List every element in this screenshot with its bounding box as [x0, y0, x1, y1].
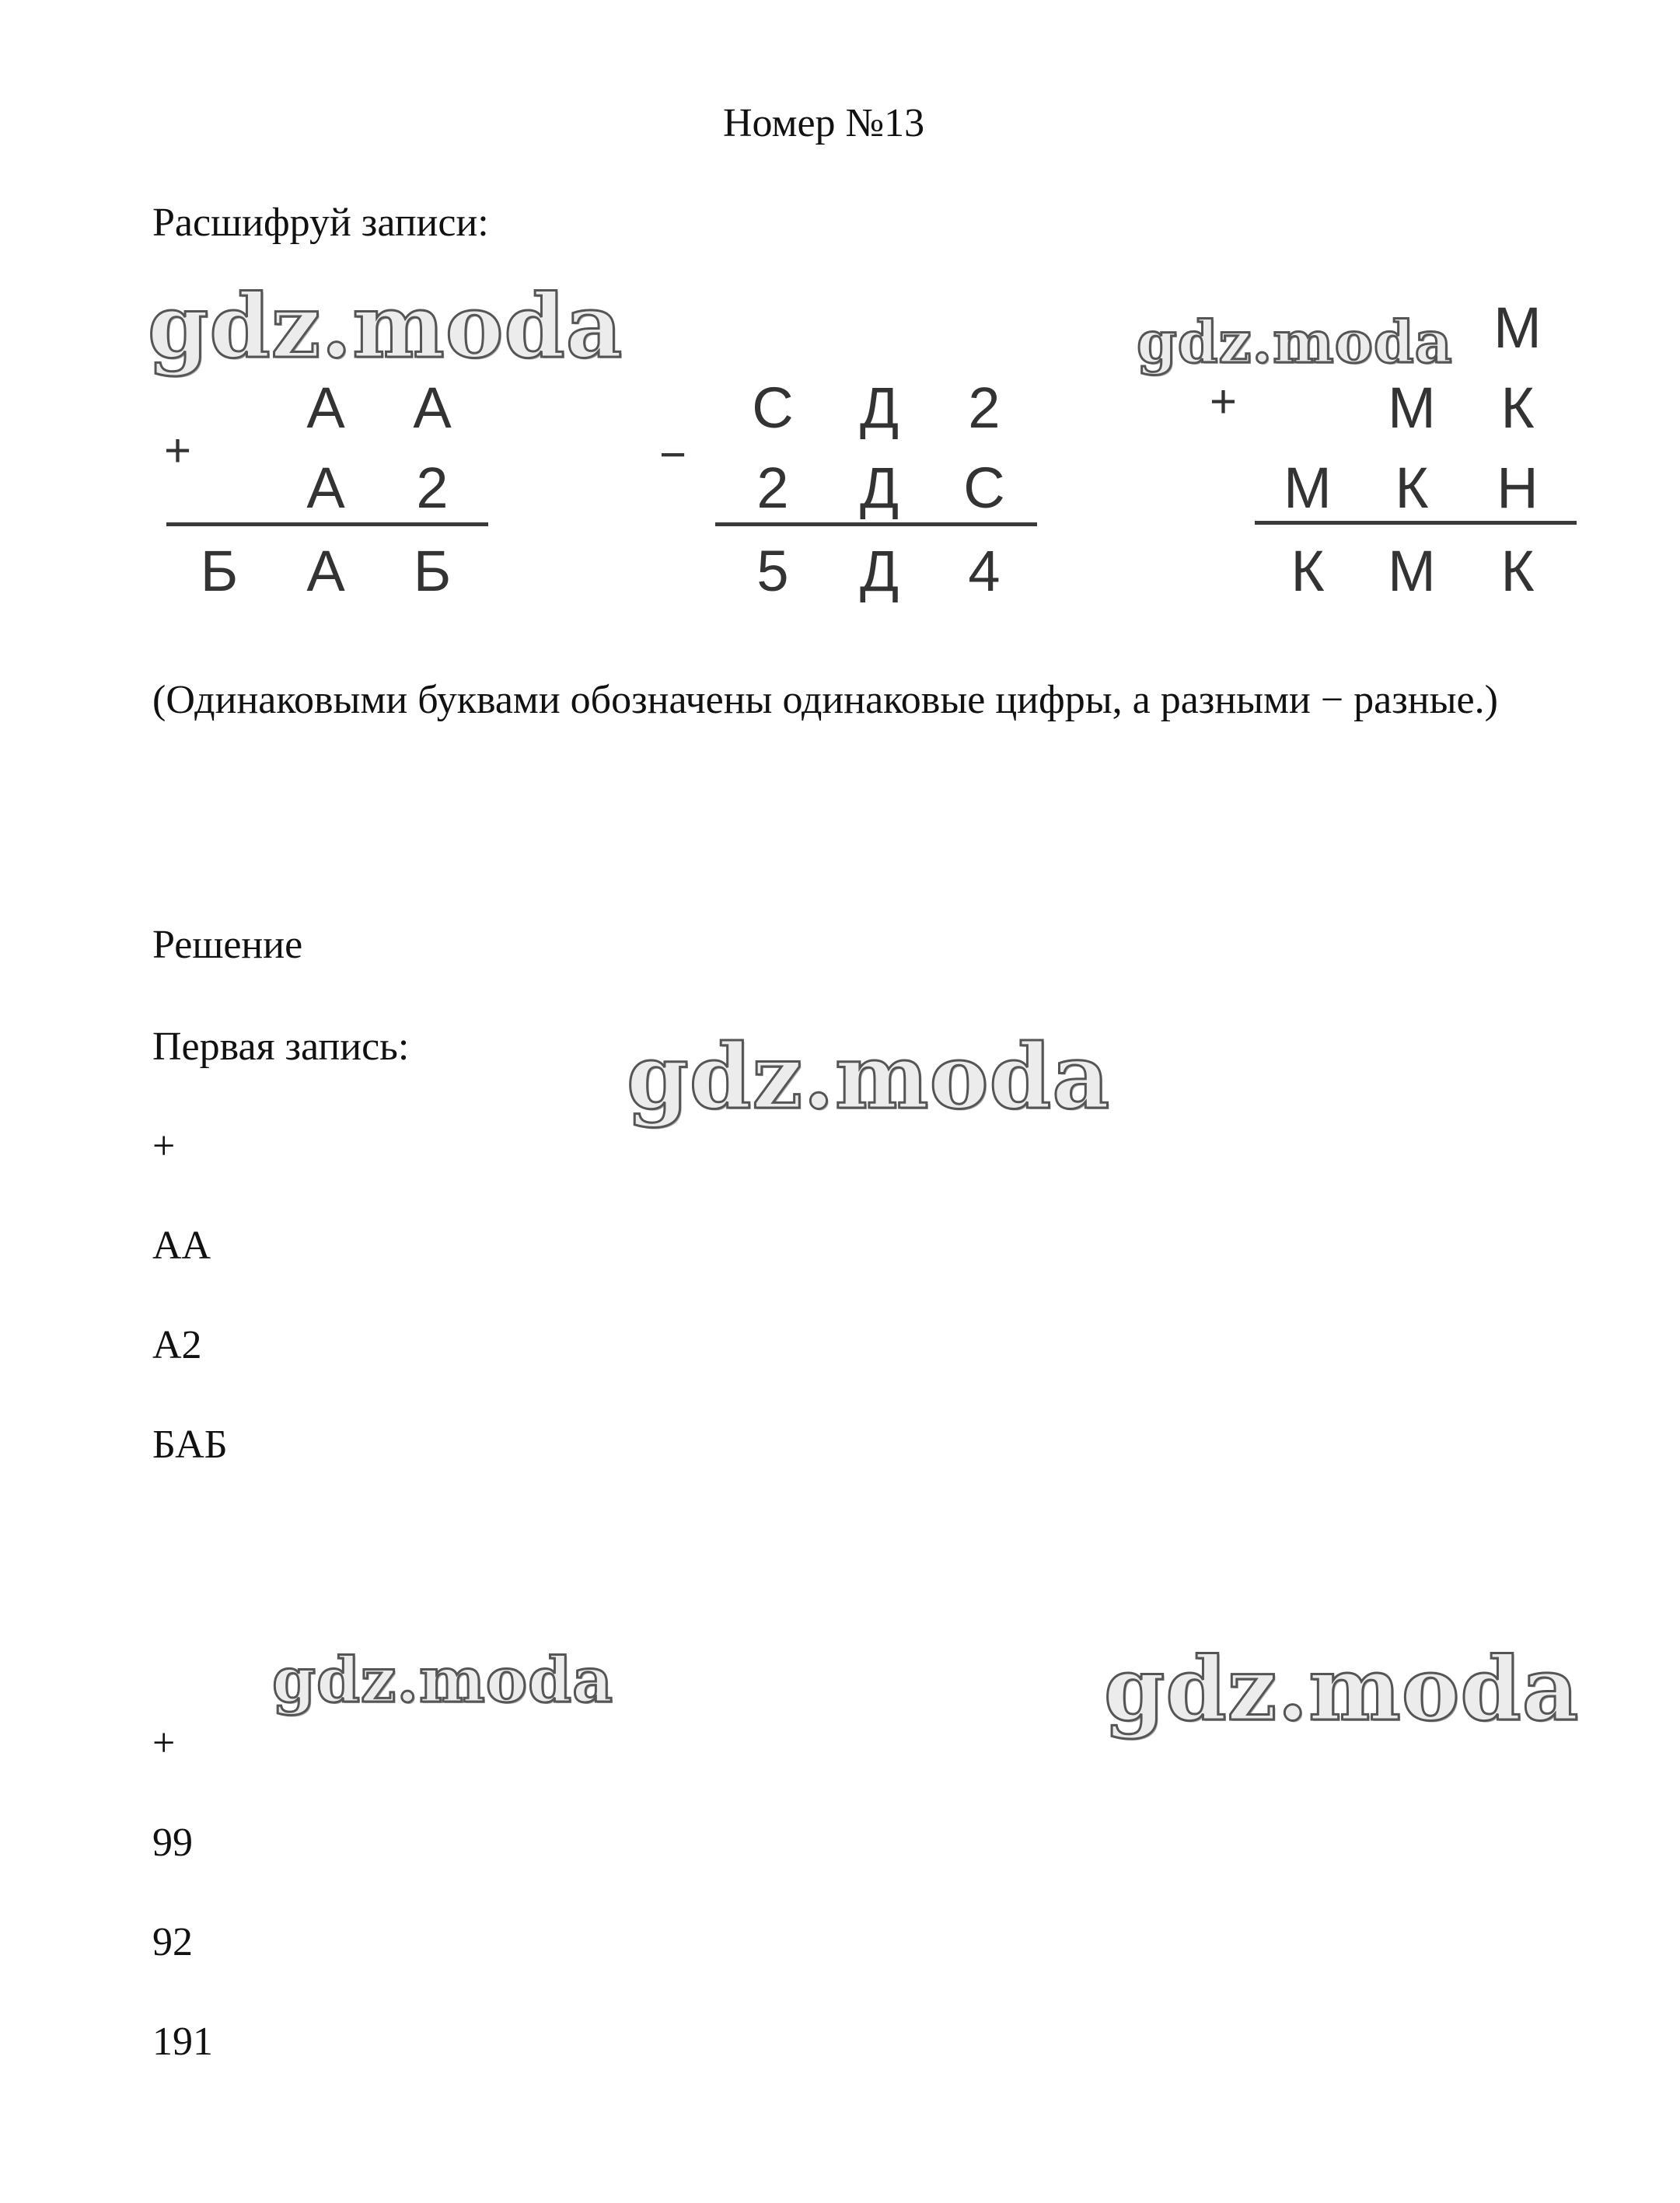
puzzle2-row2-digit3: С — [963, 456, 1005, 520]
puzzle3-result-digit3: К — [1500, 539, 1535, 603]
solution-line: + — [152, 1721, 176, 1765]
task-prompt: Расшифруй записи: — [152, 201, 489, 245]
watermark-logo: gdz.moda — [272, 1643, 613, 1716]
puzzle3-row3-digit2: К — [1395, 456, 1429, 520]
solution-line: 92 — [152, 1920, 193, 1964]
puzzle2-row1-digit1: С — [752, 375, 794, 440]
puzzle3-row2-digit2: К — [1500, 375, 1535, 440]
watermark-logo: gdz.moda — [1104, 1639, 1580, 1740]
puzzle2-result-digit3: 4 — [968, 539, 1001, 603]
puzzle1-row1-digit2: А — [413, 375, 452, 440]
puzzle3-sum-line — [1255, 521, 1577, 525]
puzzle1-row2-digit2: 2 — [416, 456, 449, 520]
puzzle3-sign: + — [1210, 375, 1238, 428]
puzzle1-result-digit1: Б — [200, 539, 239, 603]
watermark-logo: gdz.moda — [1137, 309, 1453, 376]
watermark-logo: gdz.moda — [627, 1025, 1111, 1129]
task-note: (Одинаковыми буквами обозначены одинаковые цифры, а разными − разные.) — [152, 678, 1498, 722]
puzzle3-row2-digit1: М — [1388, 375, 1436, 440]
puzzle2-row2-digit1: 2 — [756, 456, 789, 520]
puzzle2-result-digit2: Д — [859, 539, 899, 603]
puzzle1-sign: + — [164, 424, 192, 477]
solution-line: БАБ — [152, 1423, 228, 1467]
puzzle1-result-digit2: А — [306, 539, 345, 603]
solution-line: А2 — [152, 1323, 202, 1367]
solution-first-label: Первая запись: — [152, 1025, 410, 1069]
puzzle3-result-digit1: К — [1291, 539, 1325, 603]
solution-line: + — [152, 1124, 176, 1168]
puzzle1-row1-digit1: А — [306, 375, 345, 440]
puzzle3-row3-digit1: М — [1284, 456, 1332, 520]
puzzle2-row1-digit2: Д — [859, 375, 899, 440]
puzzle1-row2-digit1: А — [306, 456, 345, 520]
puzzle3-row1-digit1: М — [1493, 295, 1542, 360]
puzzle2-row1-digit3: 2 — [968, 375, 1001, 440]
puzzle1-result-digit3: Б — [413, 539, 452, 603]
solution-line: 191 — [152, 2020, 213, 2064]
puzzle2-sign: − — [659, 428, 687, 480]
puzzle2-diff-line — [715, 522, 1037, 526]
puzzle3-row3-digit3: Н — [1497, 456, 1539, 520]
solution-heading: Решение — [152, 923, 303, 967]
solution-line: АА — [152, 1224, 211, 1268]
watermark-logo: gdz.moda — [148, 276, 623, 378]
puzzle2-result-digit1: 5 — [756, 539, 789, 603]
puzzle1-sum-line — [166, 522, 488, 526]
solution-line: 99 — [152, 1821, 193, 1865]
puzzle2-row2-digit2: Д — [859, 456, 899, 520]
page-title: Номер №13 — [723, 101, 925, 145]
puzzle3-result-digit2: М — [1388, 539, 1436, 603]
